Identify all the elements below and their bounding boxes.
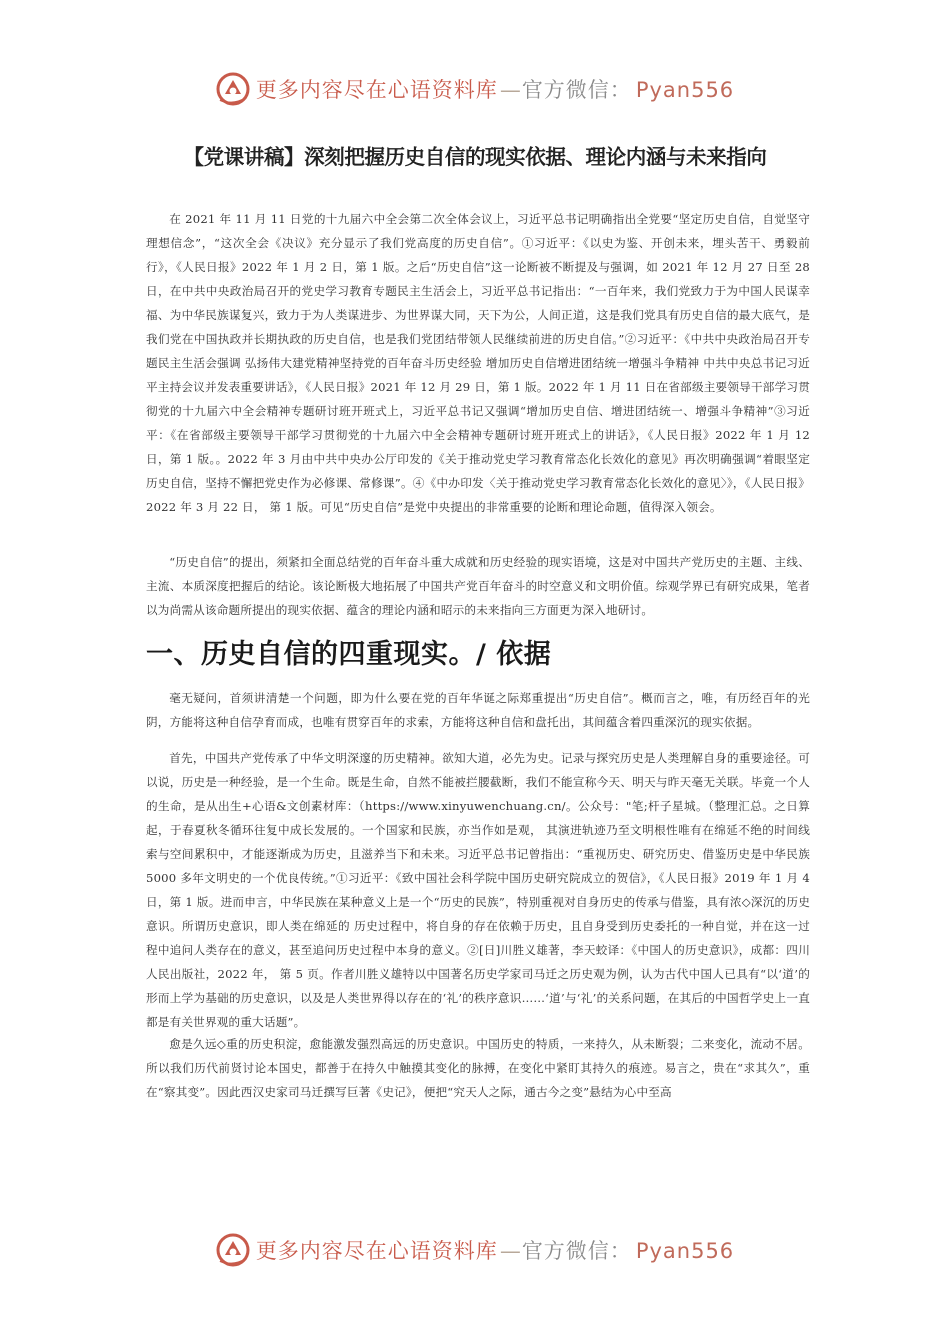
banner-main-text: 更多内容尽在心语资料库	[255, 78, 498, 102]
brand-logo-icon	[216, 1233, 250, 1267]
banner-wechat-id: Pyan556	[635, 1239, 735, 1263]
bottom-watermark-banner	[0, 1233, 950, 1267]
banner-separator: —	[499, 78, 522, 102]
document-title: 【党课讲稿】深刻把握历史自信的现实依据、理论内涵与未来指向	[183, 145, 767, 169]
body-paragraph-1: 在 2021 年 11 月 11 日党的十九届六中全会第二次全体会议上，习近平总书记明确指出全党要“坚定历史自信，自觉坚守理想信念”，“这次全会《决议》充分显示了我们党高度的历史自信”。①习近平：《以史为鉴、开创未来，埋头苦干、勇毅前行》，《人民日报》2022 年 1 月 2 日，第 1 版。之后“历史自信”这一论断被不断提及与强调，如 2021 年 12 月 27 日至 28 日，在中共中央政治局召开的党史学习教育专题民主生活会上，习近平总书记指出：“一百年来，我们党致力于为中国人民谋幸福、为中华民族谋复兴，致力于为人类谋进步、为世界谋大同，天下为公，人间正道，这是我们党具有历史自信的最大底气，是我们党在中国执政并长期执政的历史自信，也是我们党团结带领人民继续前进的历史自信。”②习近平：《中共中央政治局召开专题民主生活会强调 弘扬伟大建党精神坚持党的百年奋斗历史经验 增加历史自信增进团结统一增强斗争精神 中共中央总书记习近平主持会议并发表重要讲话》，《人民日报》2021 年 12 月 29 日，第 1 版。2022 年 1 月 11 日在省部级主要领导干部学习贯彻党的十九届六中全会精神专题研讨班开班式上，习近平总书记又强调“增加历史自信、增进团结统一、增强斗争精神”③习近平：《在省部级主要领导干部学习贯彻党的十九届六中全会精神专题研讨班开班式上的讲话》，《人民日报》2022 年 1 月 12 日，第 1 版。。2022 年 3 月由中共中央办公厅印发的《关于推动党史学习教育常态化长效化的意见》再次明确强调“着眼坚定历史自信，坚持不懈把党史作为必修课、常修课”。④《中办印发〈关于推动党史学习教育常态化长效化的意见〉》，《人民日报》2022 年 3 月 22 日， 第 1 版。可见“历史自信”是党中央提出的非常重要的论断和理论命题，值得深入领会。	[146, 212, 810, 514]
section-paragraph-3: 愈是久远◇重的历史积淀，愈能激发强烈高远的历史意识。中国历史的特质，一来持久，从未断裂；二来变化，流动不居。所以我们历代前贤讨论本国史，都善于在持久中触摸其变化的脉搏，在变化中紧盯其持久的痕迹。易言之，贵在“求其久”，重在“察其变”。因此西汉史家司马迁撰写巨著《史记》，便把“究天人之际，通古今之变”悬结为心中至高	[146, 1037, 810, 1099]
brand-logo-icon	[216, 72, 250, 106]
banner-wechat-id: Pyan556	[635, 78, 735, 102]
banner-wechat-label: 官方微信：	[521, 1239, 632, 1263]
top-watermark-banner	[0, 72, 950, 106]
banner-wechat-label: 官方微信：	[521, 78, 632, 102]
section-heading: 一、历史自信的四重现实。/ 依据	[146, 639, 552, 670]
body-paragraph-2: “历史自信”的提出，须紧扣全面总结党的百年奋斗重大成就和历史经验的现实语境，这是对中国共产党历史的主题、主线、主流、本质深度把握后的结论。该论断极大地拓展了中国共产党百年奋斗的时空意义和文明价值。综观学界已有研究成果，笔者以为尚需从该命题所提出的现实依据、蕴含的理论内涵和昭示的未来指向三方面更为深入地研讨。	[146, 555, 810, 617]
banner-separator: —	[499, 1239, 522, 1263]
banner-main-text: 更多内容尽在心语资料库	[255, 1239, 498, 1263]
section-paragraph-1: 毫无疑问，首须讲清楚一个问题，即为什么要在党的百年华诞之际郑重提出“历史自信”。概而言之，唯，有历经百年的光阴，方能将这种自信孕育而成，也唯有贯穿百年的求索，方能将这种自信和盘托出，其间蕴含着四重深沉的现实依据。	[146, 691, 810, 729]
section-paragraph-2: 首先，中国共产党传承了中华文明深邃的历史精神。欲知大道，必先为史。记录与探究历史是人类理解自身的重要途径。可以说，历史是一种经验，是一个生命。既是生命，自然不能被拦腰截断，我们不能宣称今天、明天与昨天毫无关联。毕竟一个人的生命，是从出生+心语&文创素材库：（https://www.xinyuwenchuang.cn/。公众号："笔;杆子星城。（整理汇总。之日算起，于春夏秋冬循环往复中成长发展的。一个国家和民族，亦当作如是观， 其演进轨迹乃至文明根性唯有在绵延不绝的时间线索与空间累积中，才能逐渐成为历史，且滋养当下和未来。习近平总书记曾指出：“重视历史、研究历史、借鉴历史是中华民族 5000 多年文明史的一个优良传统。”①习近平：《致中国社会科学院中国历史研究院成立的贺信》，《人民日报》2019 年 1 月 4 日，第 1 版。进而申言，中华民族在某种意义上是一个“历史的民族”，特别重视对自身历史的传承与借鉴，具有浓◇深沉的历史意识。所谓历史意识，即人类在绵延的 历史过程中，将自身的存在依赖于历史，且自身受到历史委托的一种自觉，并在这一过程中追问人类存在的意义，甚至追问历史过程中本身的意义。②[日]川胜义雄著，李天蛟译：《中国人的历史意识》，成都：四川人民出版社，2022 年， 第 5 页。作者川胜义雄特以中国著名历史学家司马迁之历史观为例，认为古代中国人已具有“以‘道’的形而上学为基础的历史意识，以及是人类世界得以存在的‘礼’的秩序意识……‘道’与‘礼’的关系问题，在其后的中国哲学史上一直都是有关世界观的重大话题”。	[146, 751, 810, 1029]
